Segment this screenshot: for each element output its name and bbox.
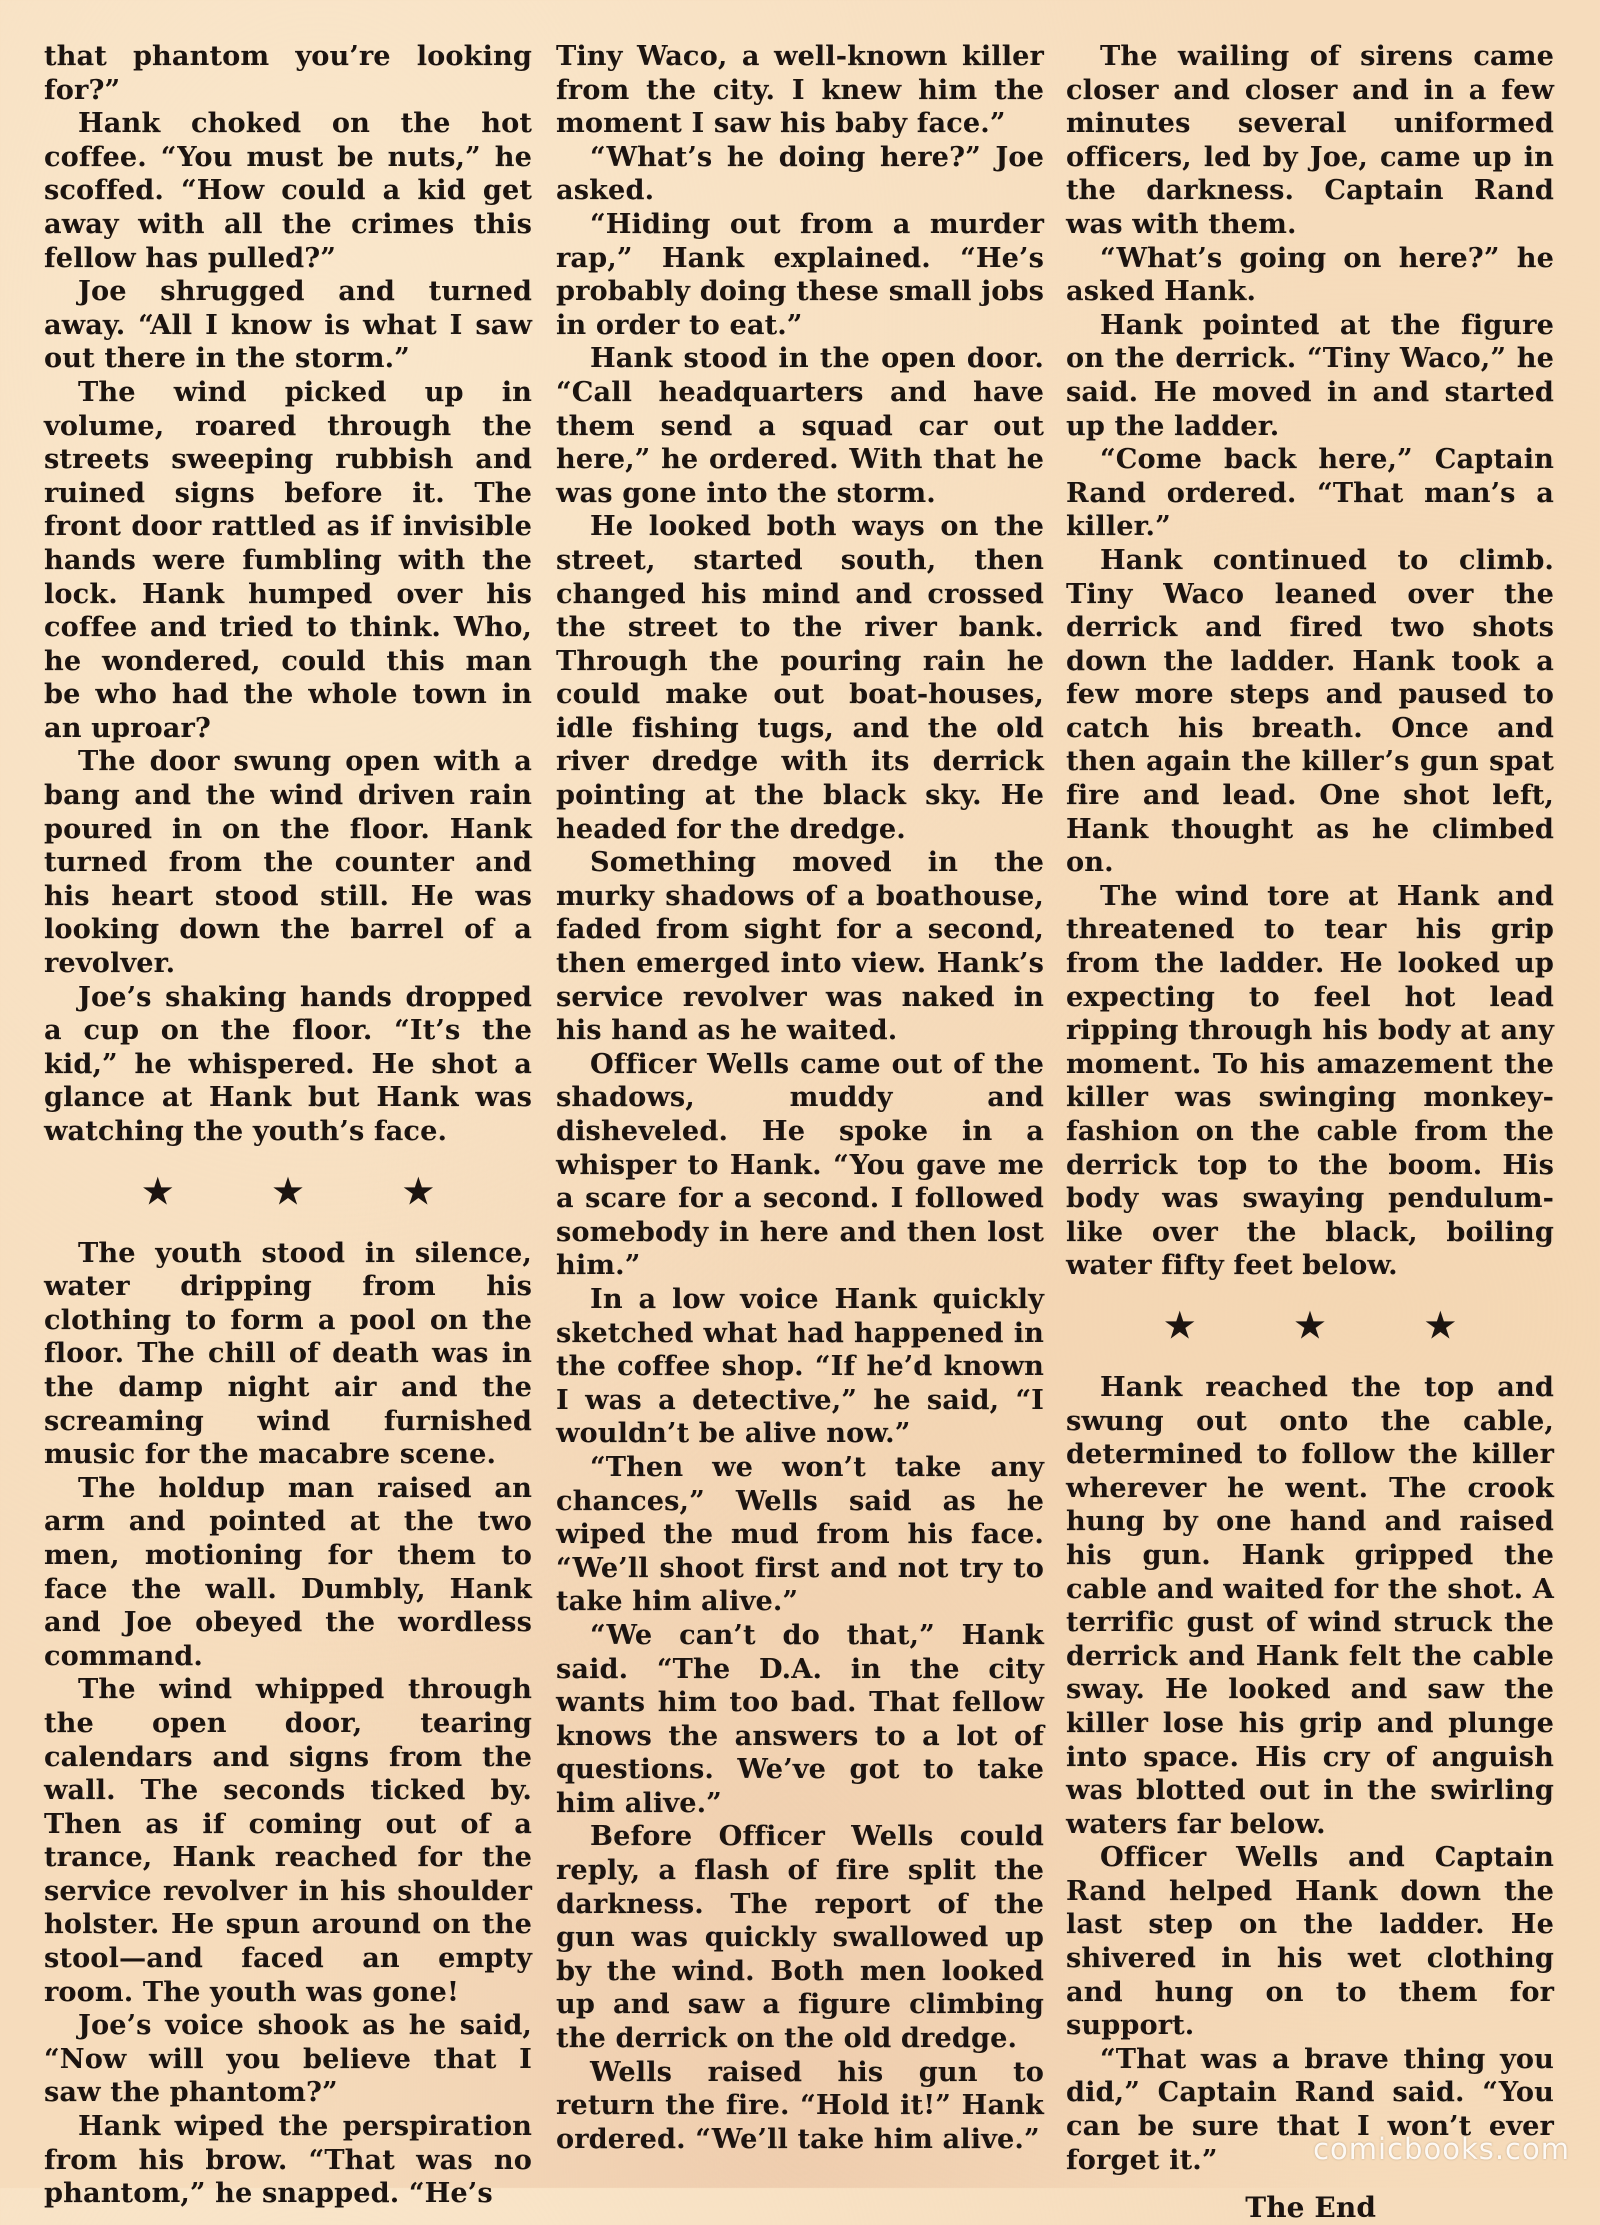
text-column-3 xyxy=(1066,40,1554,2225)
paragraph: “We can’t do that,” Hank said. “The D.A. in the city wants him too bad. That fellow knows the answers to a lot of questions. We’ve got to take him alive.” xyxy=(556,1618,1044,1819)
paragraph: Hank reached the top and swung out onto the cable, determined to follow the killer wherever he went. The crook hung by one hand and raised his gun. Hank gripped the cable and waited for the shot. A terrific gust of wind struck the derrick and Hank felt the cable sway. He looked and saw the killer lose his grip and plunge into space. His cry of anguish was blotted out in the swirling waters far below. xyxy=(1066,1370,1554,1840)
paragraph: Wells raised his gun to return the fire. “Hold it!” Hank ordered. “We’ll take him alive.” xyxy=(556,2055,1044,2155)
paragraph: The holdup man raised an arm and pointed at the two men, motioning for them to face the wall. Dumbly, Hank and Joe obeyed the wordless command. xyxy=(44,1471,532,1672)
text-column-2 xyxy=(556,40,1044,2156)
paragraph: Joe shrugged and turned away. “All I know is what I saw out there in the storm.” xyxy=(44,275,532,375)
paragraph: “Then we won’t take any chances,” Wells said as he wiped the mud from his face. “We’ll shoot first and not try to take him alive.” xyxy=(556,1450,1044,1618)
paragraph: Joe’s voice shook as he said, “Now will you believe that I saw the phantom?” xyxy=(44,2009,532,2109)
paragraph: The wind picked up in volume, roared through the streets sweeping rubbish and ruined signs before it. The front door rattled as if invisible hands were fumbling with the lock. Hank humped over his coffee and tried to think. Who, he wondered, could this man be who had the whole town in an uproar? xyxy=(44,375,532,744)
paragraph: Hank wiped the perspiration from his brow. “That was no phantom,” he snapped. “He’s xyxy=(44,2110,532,2210)
paragraph: Hank stood in the open door. “Call headquarters and have them send a squad car out here,” he ordered. With that he was gone into the storm. xyxy=(556,342,1044,509)
paragraph: The wind whipped through the open door, tearing calendars and signs from the wall. The seconds ticked by. Then as if coming out of a trance, Hank reached for the service revolver in his shoulder holster. He spun around on the stool—and faced an empty room. The youth was gone! xyxy=(44,1673,532,2008)
section-separator-stars: ★ ★ ★ xyxy=(1164,1305,1500,1346)
paragraph: Joe’s shaking hands dropped a cup on the floor. “It’s the kid,” he whispered. He shot a glance at Hank but Hank was watching the youth’s face. xyxy=(44,980,532,1147)
paragraph: The wind tore at Hank and threatened to tear his grip from the ladder. He looked up expecting to feel hot lead ripping through his body at any moment. To his amazement the killer was swinging monkey-fashion on the cable from the derrick top to the boom. His body was swaying pendulum-like over the black, boiling water fifty feet below. xyxy=(1066,879,1554,1282)
section-separator-stars: ★ ★ ★ xyxy=(142,1171,478,1212)
paragraph: Hank continued to climb. Tiny Waco leaned over the derrick and fired two shots down the ladder. Hank took a few more steps and paused to catch his breath. Once and then again the killer’s gun spat fire and lead. One shot left, Hank thought as he climbed on. xyxy=(1066,543,1554,879)
paragraph: “Come back here,” Captain Rand ordered. “That man’s a killer.” xyxy=(1066,443,1554,543)
site-watermark: comicbooks.com xyxy=(1313,2132,1570,2166)
paragraph: Tiny Waco, a well-known killer from the city. I knew him the moment I saw his baby face.” xyxy=(556,40,1044,140)
paragraph: In a low voice Hank quickly sketched what had happened in the coffee shop. “If he’d known I was a detective,” he said, “I wouldn’t be alive now.” xyxy=(556,1282,1044,1450)
paragraph: “What’s going on here?” he asked Hank. xyxy=(1066,241,1554,308)
paragraph: The wailing of sirens came closer and closer and in a few minutes several uniformed officers, led by Joe, came up in the darkness. Captain Rand was with them. xyxy=(1066,40,1554,240)
paragraph: that phantom you’re looking for?” xyxy=(44,40,532,106)
paragraph: Hank pointed at the figure on the derrick. “Tiny Waco,” he said. He moved in and started up the ladder. xyxy=(1066,308,1554,442)
paragraph: “Hiding out from a murder rap,” Hank explained. “He’s probably doing these small jobs in order to eat.” xyxy=(556,207,1044,341)
paragraph: The youth stood in silence, water dripping from his clothing to form a pool on the floor. The chill of death was in the damp night air and the screaming wind furnished music for the macabre scene. xyxy=(44,1236,532,1471)
paragraph: “What’s he doing here?” Joe asked. xyxy=(556,140,1044,207)
paragraph: Officer Wells and Captain Rand helped Hank down the last step on the ladder. He shivered in his wet clothing and hung on to them for support. xyxy=(1066,1841,1554,2042)
story-ending: The End xyxy=(1245,2191,1376,2225)
paragraph: He looked both ways on the street, started south, then changed his mind and crossed the street to the river bank. Through the pouring rain he could make out boat-houses, idle fishing tugs, and the old river dredge with its derrick pointing at the black sky. He headed for the dredge. xyxy=(556,510,1044,845)
paragraph: Something moved in the murky shadows of a boathouse, faded from sight for a second, then emerged into view. Hank’s service revolver was naked in his hand as he waited. xyxy=(556,846,1044,1047)
paragraph: Hank choked on the hot coffee. “You must be nuts,” he scoffed. “How could a kid get away with all the crimes this fellow has pulled?” xyxy=(44,107,532,274)
paragraph: “That was a brave thing you did,” Captain Rand said. “You can be sure that I won’t ever forget it.” xyxy=(1066,2042,1554,2176)
paragraph: Officer Wells came out of the shadows, muddy and disheveled. He spoke in a whisper to Hank. “You gave me a scare for a second. I followed somebody in here and then lost him.” xyxy=(556,1047,1044,1282)
text-column-1 xyxy=(44,40,532,2211)
paragraph: Before Officer Wells could reply, a flash of fire split the darkness. The report of the gun was quickly swallowed up by the wind. Both men looked up and saw a figure climbing the derrick on the old dredge. xyxy=(556,1820,1044,2055)
paragraph: The door swung open with a bang and the wind driven rain poured in on the floor. Hank turned from the counter and his heart stood still. He was looking down the barrel of a revolver. xyxy=(44,745,532,980)
